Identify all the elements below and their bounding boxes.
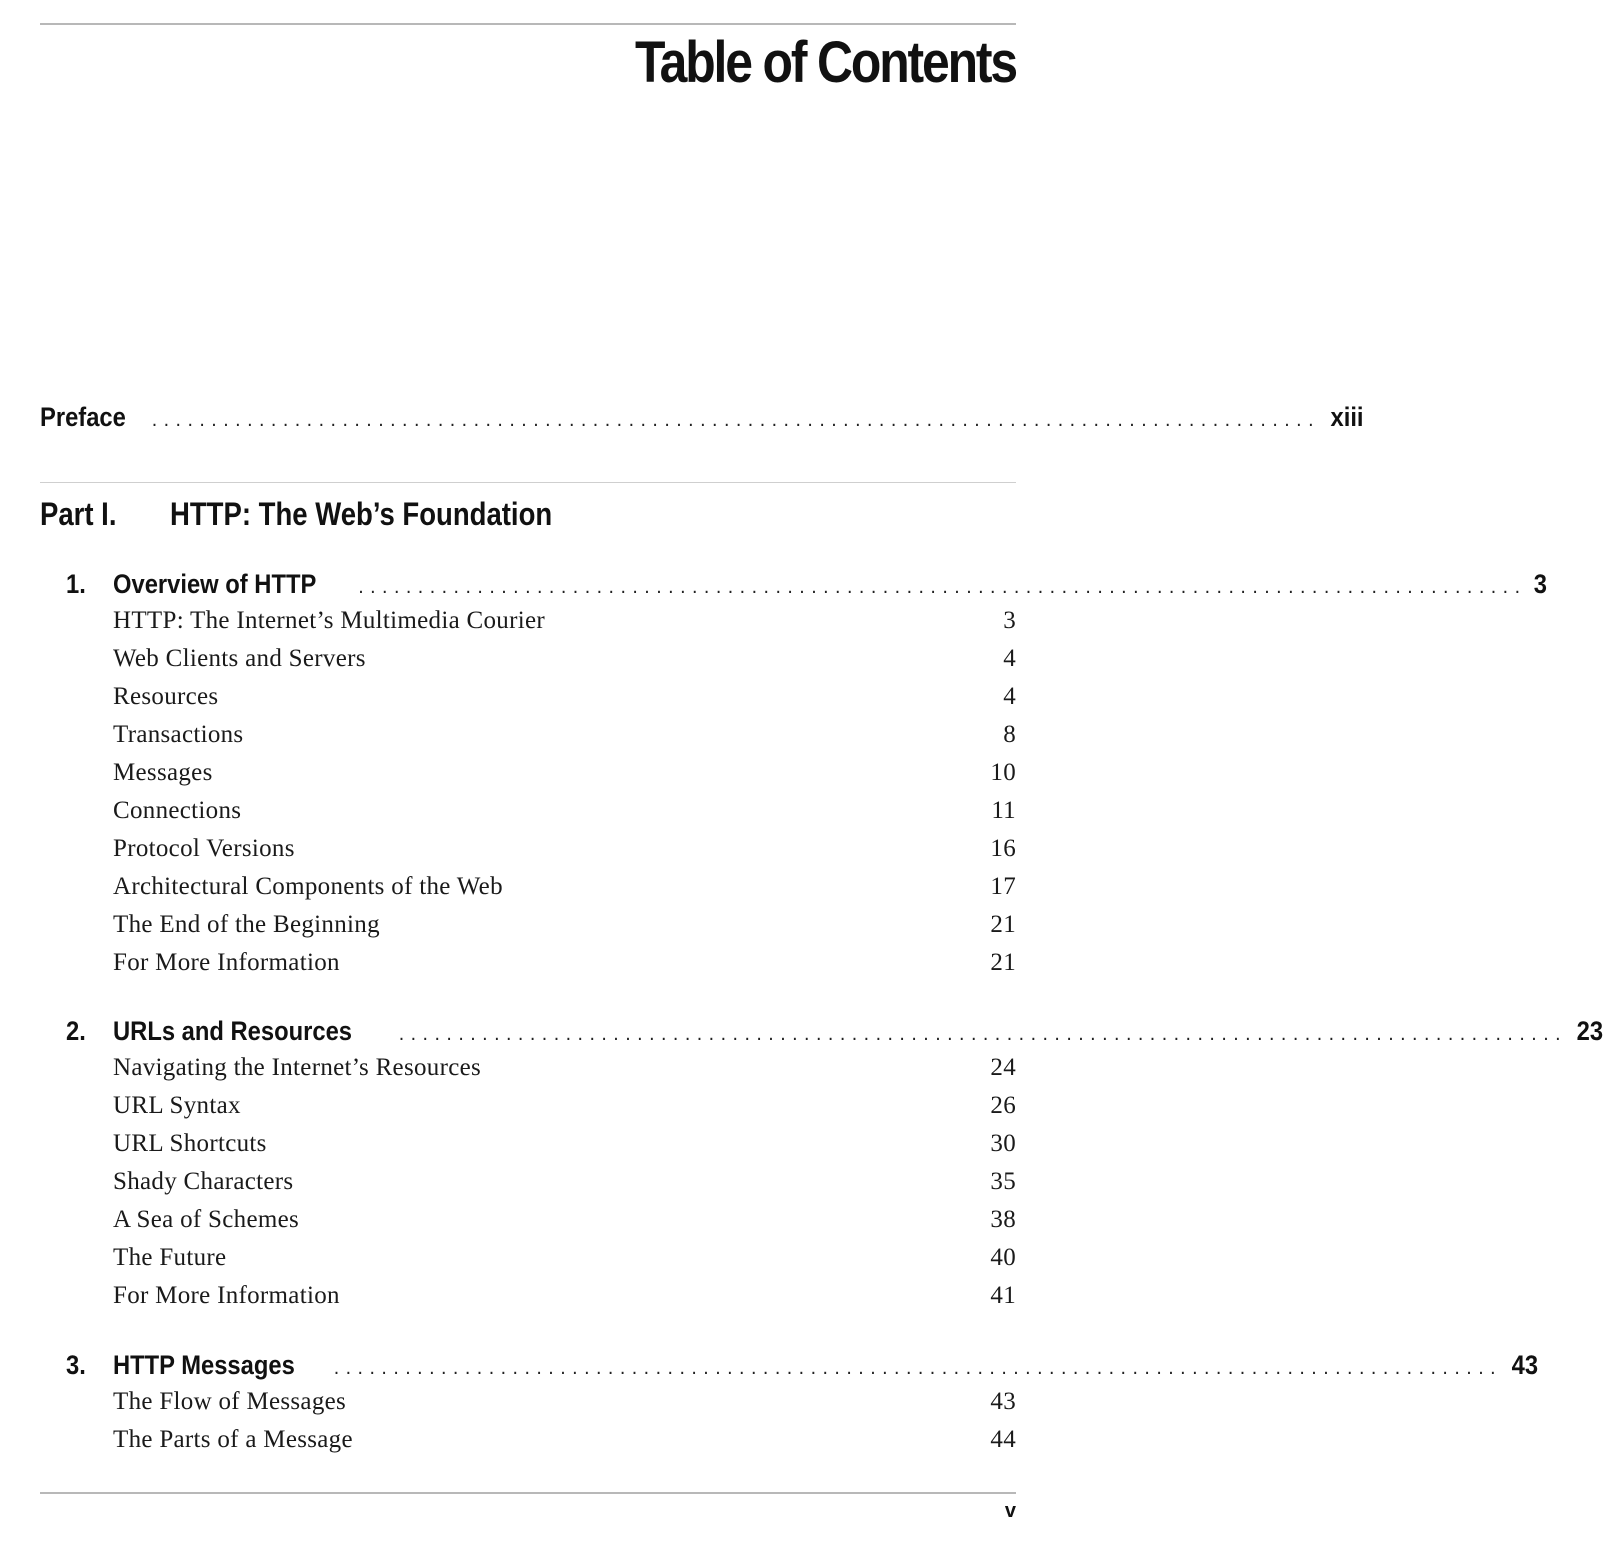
section-title: URL Shortcuts [113, 1130, 267, 1157]
page-folio: v [1004, 1500, 1016, 1522]
section-title: URL Syntax [113, 1092, 241, 1119]
chapter-page: 3 [1534, 569, 1548, 599]
toc-section-entry[interactable] [113, 911, 1016, 949]
toc-section-entry[interactable] [113, 1206, 1016, 1244]
toc-section-entry[interactable] [113, 1168, 1016, 1206]
toc-section-entry[interactable] [113, 721, 1016, 759]
toc-section-entry[interactable] [113, 1282, 1016, 1320]
section-title: Shady Characters [113, 1168, 294, 1195]
section-page: 4 [1003, 683, 1016, 710]
section-page: 26 [990, 1092, 1016, 1119]
chapter-number: 1. [66, 569, 87, 599]
section-title: A Sea of Schemes [113, 1206, 300, 1233]
toc-section-entry[interactable] [113, 759, 1016, 797]
section-page: 17 [990, 873, 1016, 900]
chapter-page: 43 [1511, 1350, 1538, 1380]
toc-section-entry[interactable] [113, 645, 1016, 683]
page-title: Table of Contents [635, 30, 1016, 95]
toc-entry-preface[interactable] [40, 402, 1364, 438]
dot-leader: .................................................................................................. [151, 410, 1320, 431]
preface-label: Preface [40, 402, 126, 432]
toc-section-entry[interactable] [113, 683, 1016, 721]
section-title: The End of the Beginning [113, 911, 380, 938]
toc-section-entry[interactable] [113, 835, 1016, 873]
section-page: 40 [990, 1244, 1016, 1271]
dot-leader: .................................................................................................. [358, 577, 1527, 598]
section-title: Protocol Versions [113, 835, 295, 862]
section-title: The Flow of Messages [113, 1388, 347, 1415]
chapter-title: HTTP Messages [113, 1350, 295, 1380]
toc-section-entry[interactable] [113, 1054, 1016, 1092]
section-title: Web Clients and Servers [113, 645, 366, 672]
chapter-heading-row[interactable] [40, 1016, 1603, 1054]
section-page: 16 [990, 835, 1016, 862]
chapter-heading-row[interactable] [40, 1350, 1538, 1388]
bottom-rule [40, 1492, 1016, 1494]
section-title: Transactions [113, 721, 244, 748]
section-title: Navigating the Internet’s Resources [113, 1054, 482, 1081]
section-title: HTTP: The Internet’s Multimedia Courier [113, 607, 545, 634]
dot-leader: .................................................................................................. [333, 1358, 1502, 1379]
section-page: 21 [990, 949, 1016, 976]
section-page: 35 [990, 1168, 1016, 1195]
toc-section-entry[interactable] [113, 1244, 1016, 1282]
toc-section-entry[interactable] [113, 607, 1016, 645]
section-page: 21 [990, 911, 1016, 938]
part-title: HTTP: The Web’s Foundation [170, 496, 553, 532]
toc-section-entry[interactable] [113, 1092, 1016, 1130]
chapter-2 [40, 1016, 1603, 1320]
chapter-3 [40, 1350, 1538, 1464]
part-label: Part I. [40, 496, 117, 532]
section-page: 38 [990, 1206, 1016, 1233]
chapter-number: 2. [66, 1016, 87, 1046]
chapter-title: URLs and Resources [113, 1016, 353, 1046]
section-page: 4 [1003, 645, 1016, 672]
chapter-1 [40, 569, 1548, 987]
preface-page: xiii [1330, 402, 1364, 432]
chapter-page: 23 [1576, 1016, 1603, 1046]
chapter-heading-row[interactable] [40, 569, 1548, 607]
toc-section-entry[interactable] [113, 1130, 1016, 1168]
chapter-number: 3. [66, 1350, 87, 1380]
section-title: Messages [113, 759, 213, 786]
section-title: For More Information [113, 1282, 340, 1309]
part-divider-rule [40, 482, 1016, 483]
section-title: The Parts of a Message [113, 1426, 353, 1453]
toc-section-entry[interactable] [113, 949, 1016, 987]
toc-section-entry[interactable] [113, 797, 1016, 835]
section-page: 44 [990, 1426, 1016, 1453]
section-title: Resources [113, 683, 219, 710]
toc-section-entry[interactable] [113, 1388, 1016, 1426]
section-page: 3 [1003, 607, 1016, 634]
chapter-title: Overview of HTTP [113, 569, 317, 599]
section-page: 11 [991, 797, 1016, 824]
section-title: Architectural Components of the Web [113, 873, 503, 900]
section-page: 24 [990, 1054, 1016, 1081]
section-page: 41 [990, 1282, 1016, 1309]
top-rule [40, 23, 1016, 25]
section-list [40, 1388, 1016, 1464]
section-page: 8 [1003, 721, 1016, 748]
section-title: The Future [113, 1244, 227, 1271]
section-page: 30 [990, 1130, 1016, 1157]
section-list [40, 607, 1016, 987]
section-title: Connections [113, 797, 242, 824]
toc-section-entry[interactable] [113, 1426, 1016, 1464]
section-page: 43 [990, 1388, 1016, 1415]
dot-leader: .................................................................................................. [398, 1024, 1567, 1045]
section-title: For More Information [113, 949, 340, 976]
toc-section-entry[interactable] [113, 873, 1016, 911]
section-page: 10 [990, 759, 1016, 786]
section-list [40, 1054, 1016, 1320]
